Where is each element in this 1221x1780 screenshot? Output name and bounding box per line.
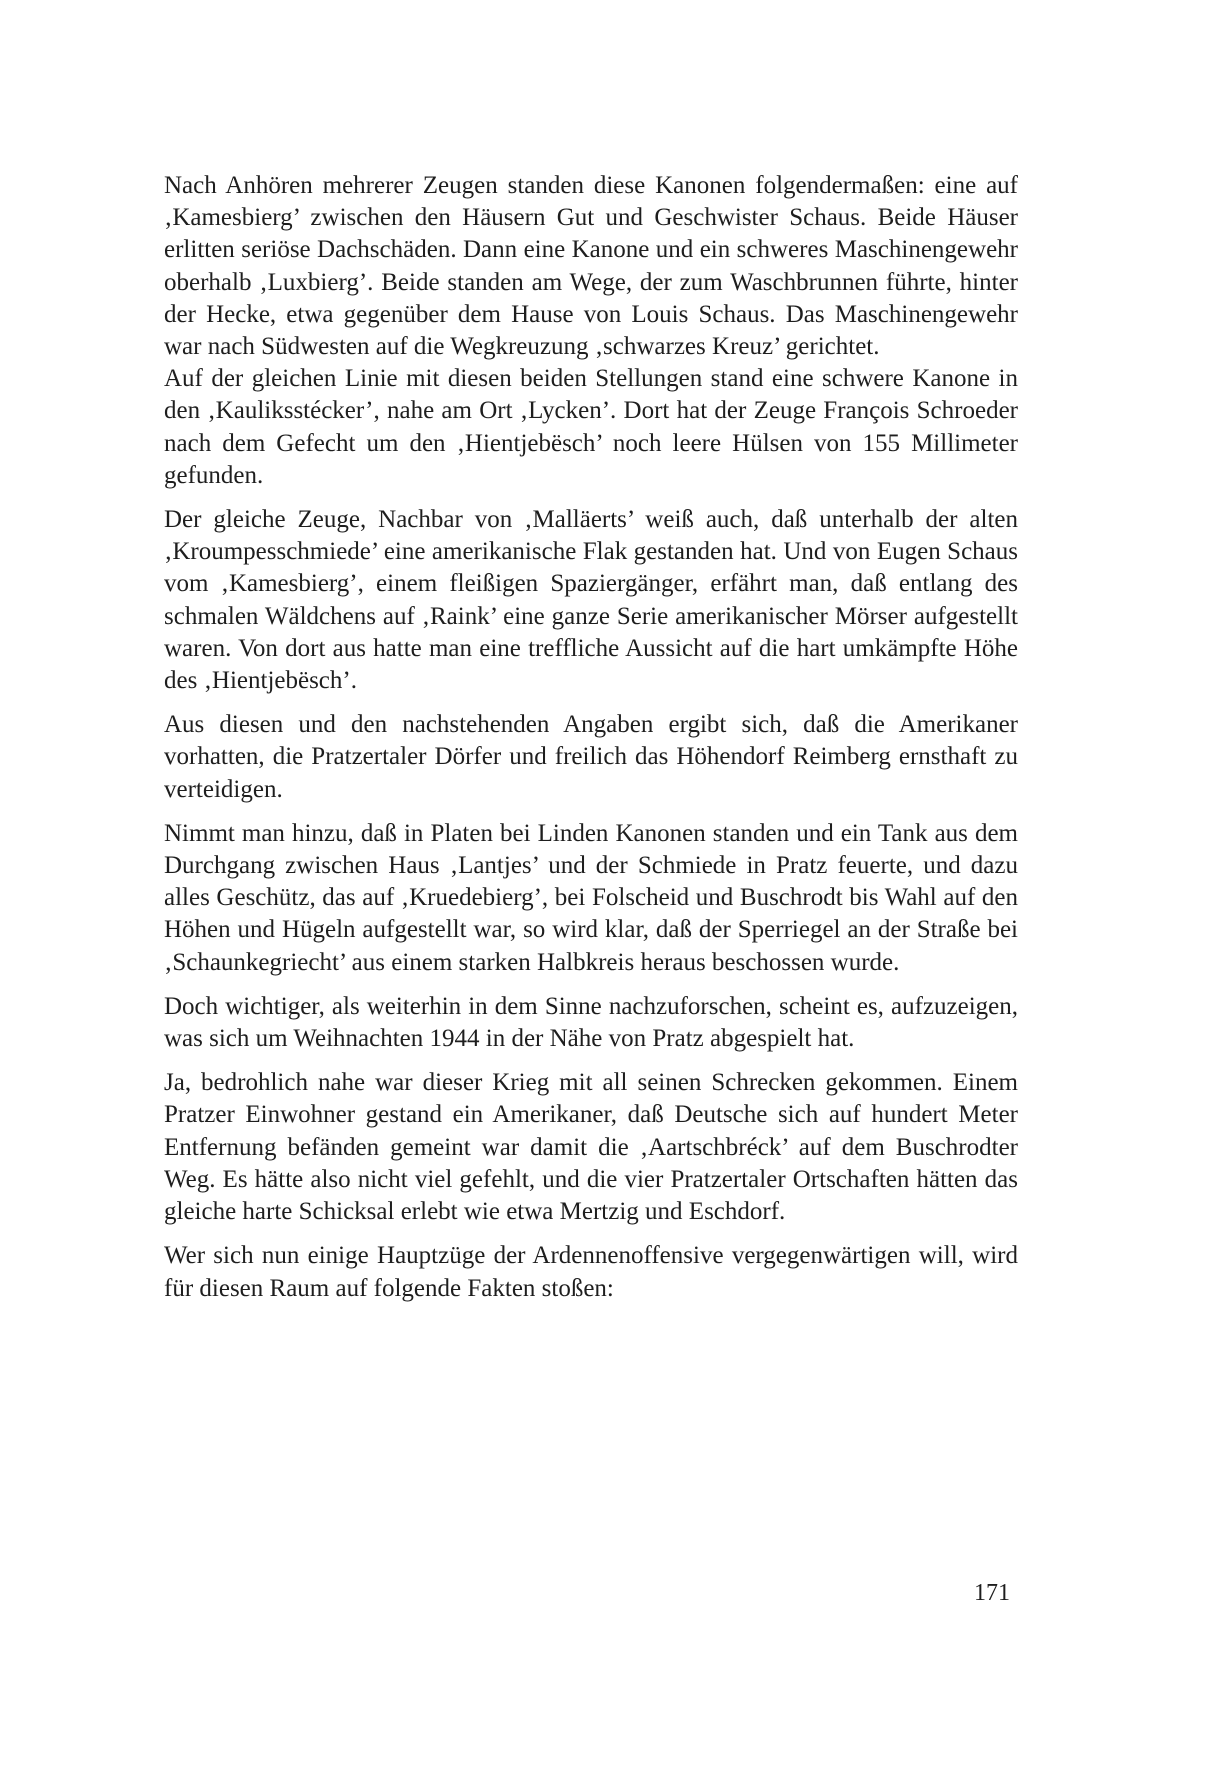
paragraph: Auf der gleichen Linie mit diesen beiden Stellungen stand eine schwere Kanone in den ‚Kauliksstécker’, nahe am Ort ‚Lycken’. Dort hat der Zeuge François Schroeder nach dem Gefecht um den ‚Hientjebësch’ noch leere Hülsen von 155 Millimeter gefunden. bbox=[164, 365, 1018, 489]
paragraph: Nach Anhören mehrerer Zeugen standen diese Kanonen folgendermaßen: eine auf ‚Kamesbierg’ zwischen den Häusern Gut und Geschwister Schaus. Beide Häuser erlitten seriöse Dachschäden. Dann eine Kanone und ein schweres Maschinengewehr oberhalb ‚Luxbierg’. Beide standen am Wege, der zum Waschbrunnen führte, hinter der Hecke, etwa gegenüber dem Hause von Louis Schaus. Das Maschinengewehr war nach Südwesten auf die Wegkreuzung ‚schwarzes Kreuz’ gerichtet. bbox=[164, 172, 1018, 361]
page-number: 171 bbox=[974, 1580, 1010, 1606]
paragraph: Ja, bedrohlich nahe war dieser Krieg mit all seinen Schrecken gekommen. Einem Pratzer Einwohner gestand ein Amerikaner, daß Deutsche sich auf hundert Meter Entfernung befänden gemeint war damit die ‚Aartschbréck’ auf dem Buschrodter Weg. Es hätte also nicht viel gefehlt, und die vier Pratzertaler Ortschaften hätten das gleiche harte Schicksal erlebt wie etwa Mertzig und Eschdorf. bbox=[164, 1069, 1018, 1226]
paragraph: Nimmt man hinzu, daß in Platen bei Linden Kanonen standen und ein Tank aus dem Durchgang zwischen Haus ‚Lantjes’ und der Schmiede in Pratz feuerte, und dazu alles Geschütz, das auf ‚Kruedebierg’, bei Folscheid und Buschrodt bis Wahl auf den Höhen und Hügeln aufgestellt war, so wird klar, daß der Sperriegel an der Straße bei ‚Schaunkegriecht’ aus einem starken Halbkreis heraus beschossen wurde. bbox=[164, 819, 1018, 976]
paragraph: Aus diesen und den nachstehenden Angaben ergibt sich, daß die Amerikaner vorhatten, die Pratzertaler Dörfer und freilich das Höhendorf Reimberg ernsthaft zu verteidigen. bbox=[164, 711, 1018, 803]
paragraph: Doch wichtiger, als weiterhin in dem Sinne nachzuforschen, scheint es, aufzuzeigen, was sich um Weihnachten 1944 in der Nähe von Pratz abgespielt hat. bbox=[164, 992, 1018, 1053]
page-body bbox=[164, 170, 1018, 1305]
paragraph: Wer sich nun einige Hauptzüge der Ardennenoffensive vergegenwärtigen will, wird für diesen Raum auf folgende Fakten stoßen: bbox=[164, 1242, 1018, 1302]
paragraph: Der gleiche Zeuge, Nachbar von ‚Malläerts’ weiß auch, daß unterhalb der alten ‚Kroumpesschmiede’ eine amerikanische Flak gestanden hat. Und von Eugen Schaus vom ‚Kamesbierg’, einem fleißigen Spaziergänger, erfährt man, daß entlang des schmalen Wäldchens auf ‚Raink’ eine ganze Serie amerikanischer Mörser aufgestellt waren. Von dort aus hatte man eine treffliche Aussicht auf die hart umkämpfte Höhe des ‚Hientjebësch’. bbox=[164, 506, 1018, 695]
